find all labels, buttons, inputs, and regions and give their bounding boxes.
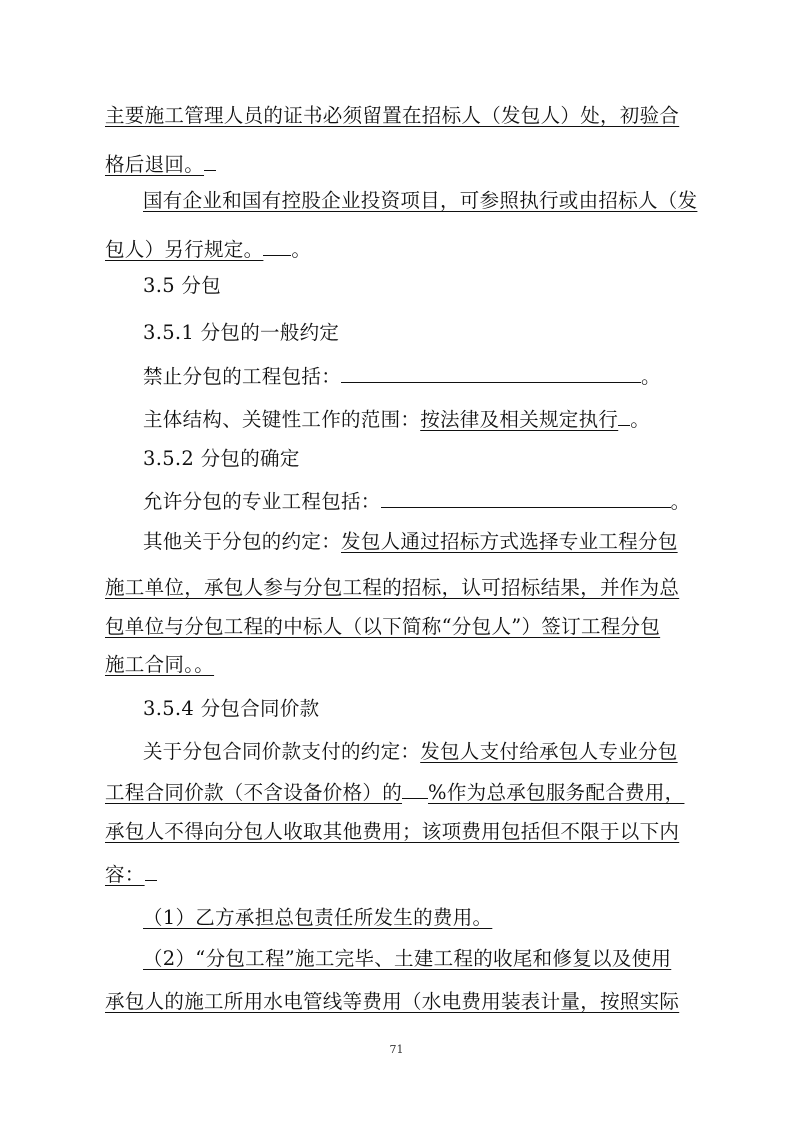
paragraph-text: 施工合同。。 [105, 653, 215, 676]
field-label: 主体结构、关键性工作的范围： [143, 408, 421, 431]
percentage-blank[interactable] [402, 778, 428, 799]
forbidden-subcontract-blank[interactable] [341, 362, 641, 383]
paragraph-text: 容： [105, 863, 145, 886]
paragraph-line: 承包人不得向分包人收取其他费用；该项费用包括但不限于以下内 [105, 820, 680, 843]
field-label: 允许分包的专业工程包括： [143, 490, 381, 513]
form-line [143, 529, 695, 555]
field-label: 关于分包合同价款支付的约定： [143, 740, 421, 763]
paragraph-text: 包人）另行规定。 [105, 238, 264, 261]
paragraph-line: 包单位与分包工程的中标人（以下简称“分包人”）签订工程分包 [105, 615, 661, 638]
paragraph-text: 。 [670, 490, 691, 513]
paragraph-line: 承包人的施工所用水电管线等费用（水电费用装表计量，按照实际 [105, 990, 680, 1013]
paragraph-text: 。 [291, 238, 312, 261]
paragraph-line: 施工单位，承包人参与分包工程的招标，认可招标结果，并作为总 [105, 576, 680, 599]
form-line [143, 487, 695, 515]
underline-blank [263, 235, 291, 256]
form-line [143, 739, 695, 765]
section-heading: 3.5.1 分包的一般约定 [143, 321, 340, 344]
paragraph-text: 。 [630, 408, 651, 431]
paragraph-line [105, 652, 695, 678]
paragraph-line: 主要施工管理人员的证书必须留置在招标人（发包人）处，初验合 [105, 104, 680, 127]
underline-blank [204, 150, 216, 171]
section-heading: 3.5 分包 [143, 274, 222, 297]
paragraph-line [105, 778, 695, 806]
page-number: 71 [389, 1043, 404, 1056]
paragraph-text: 。 [641, 365, 661, 388]
underline-blank [145, 860, 157, 881]
section-heading: 3.5.4 分包合同价款 [143, 697, 320, 720]
paragraph-line: 国有企业和国有控股企业投资项目，可参照执行或由招标人（发 [143, 189, 698, 212]
paragraph-line [105, 235, 695, 263]
field-label: 禁止分包的工程包括： [143, 365, 342, 388]
allowed-subcontract-blank[interactable] [381, 487, 671, 508]
paragraph-line [105, 860, 695, 888]
section-heading: 3.5.2 分包的确定 [143, 447, 300, 470]
field-value: 发包人支付给承包人专业分包 [420, 740, 678, 763]
paragraph-text: 工程合同价款（不含设备价格）的 [105, 781, 403, 804]
field-value: 按法律及相关规定执行 [420, 408, 619, 431]
field-label: 其他关于分包的约定： [143, 530, 342, 553]
underline-blank [618, 405, 630, 426]
form-line [143, 362, 695, 390]
field-value: 发包人通过招标方式选择专业工程分包 [341, 530, 678, 553]
list-item: （1）乙方承担总包责任所发生的费用。 [143, 906, 493, 929]
paragraph-text: 格后退回。 [105, 153, 205, 176]
paragraph-text: %作为总承包服务配合费用， [428, 781, 685, 804]
form-line [143, 405, 695, 433]
paragraph-line [105, 150, 695, 178]
list-item: （2）“分包工程”施工完毕、土建工程的收尾和修复以及使用 [143, 947, 672, 970]
